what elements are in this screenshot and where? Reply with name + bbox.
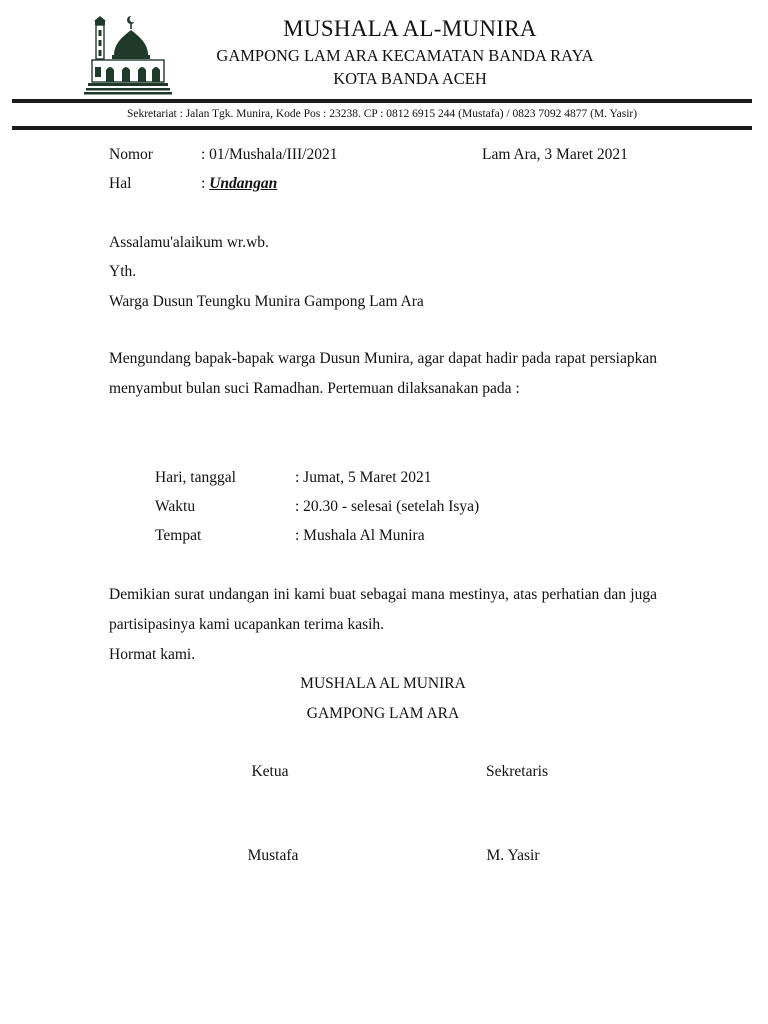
org-location: GAMPONG LAM ARA: [306, 705, 460, 722]
signature-role-chair: Ketua: [251, 763, 289, 780]
letterhead-bottom-rule: [12, 126, 752, 130]
nomor-value: : 01/Mushala/III/2021: [201, 146, 338, 163]
detail-label-place: Tempat: [155, 527, 202, 544]
hal-value: [201, 174, 277, 193]
regards: Hormat kami.: [109, 646, 196, 663]
signature-role-secretary: Sekretaris: [486, 763, 548, 780]
greeting-recipient: Warga Dusun Teungku Munira Gampong Lam Ara: [109, 293, 424, 310]
letterhead-subtitle-city: KOTA BANDA ACEH: [333, 69, 487, 88]
letter-date: Lam Ara, 3 Maret 2021: [482, 146, 628, 163]
signature-name-chair: Mustafa: [247, 847, 299, 864]
letterhead-top-rule: [12, 99, 752, 103]
greeting-salam: Assalamu'alaikum wr.wb.: [109, 234, 269, 251]
signature-name-secretary: M. Yasir: [486, 847, 540, 864]
letterhead-title: MUSHALA AL-MUNIRA: [283, 16, 537, 41]
detail-label-time: Waktu: [155, 498, 196, 515]
nomor-label: Nomor: [109, 146, 153, 163]
detail-value-time: : 20.30 - selesai (setelah Isya): [295, 498, 480, 515]
detail-value-place: : Mushala Al Munira: [295, 527, 425, 544]
org-name: MUSHALA AL MUNIRA: [300, 675, 466, 692]
hal-colon: :: [201, 175, 210, 192]
letterhead-secretariat: Sekretariat : Jalan Tgk. Munira, Kode Pos : 23238. CP : 0812 6915 244 (Mustafa) / 0823 7092 4877 (M. Yasir): [126, 108, 638, 120]
greeting-yth: Yth.: [109, 263, 137, 280]
closing-paragraph: Demikian surat undangan ini kami buat sebagai mana mestinya, atas perhatian dan juga partisipasinya kami ucapankan terima kasih.: [109, 586, 657, 633]
hal-subject: Undangan: [209, 175, 278, 192]
hal-label: Hal: [109, 175, 132, 192]
detail-label-date: Hari, tanggal: [155, 469, 236, 486]
detail-value-date: : Jumat, 5 Maret 2021: [295, 469, 432, 486]
intro-paragraph: Mengundang bapak-bapak warga Dusun Munira, agar dapat hadir pada rapat persiapkan menyambut bulan suci Ramadhan. Pertemuan dilaksanakan pada :: [109, 350, 657, 397]
letterhead-subtitle-district: GAMPONG LAM ARA KECAMATAN BANDA RAYA: [216, 46, 594, 65]
